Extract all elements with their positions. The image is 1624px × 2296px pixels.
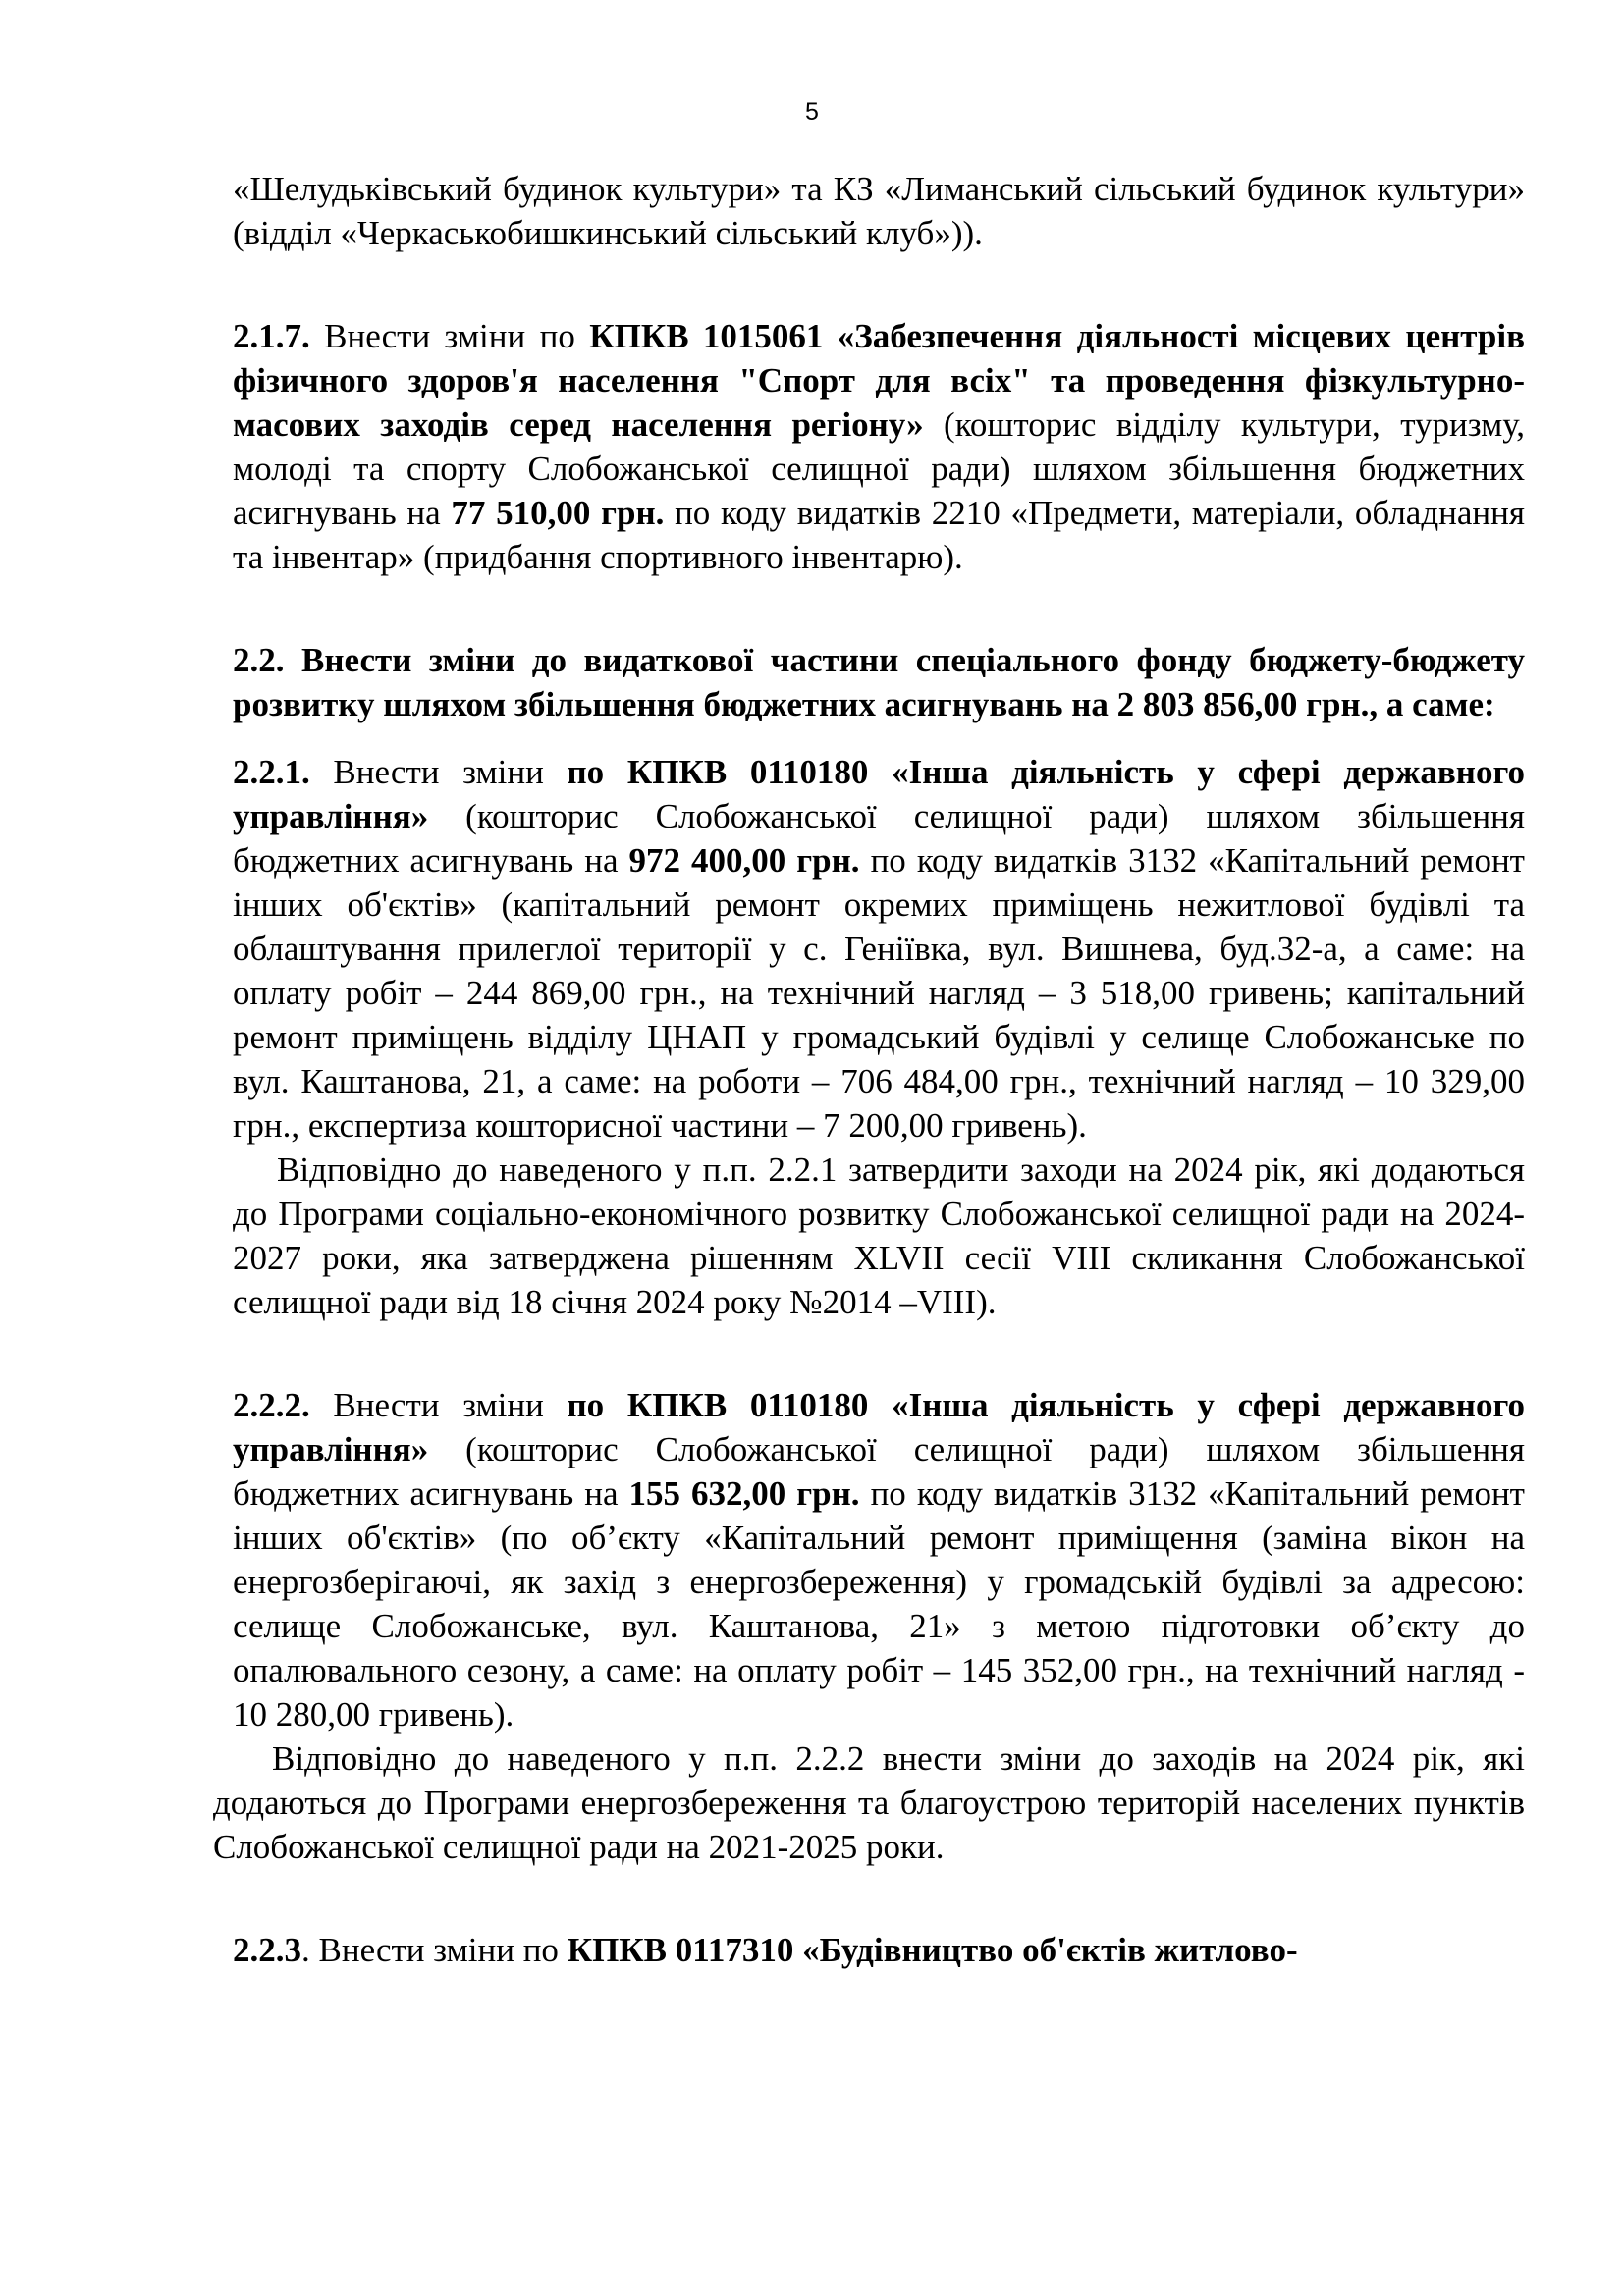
page-number: 5	[805, 98, 819, 126]
budget-code-title: по КПКВ 0110180 «Інша діяльність у сфері державного управління»	[233, 753, 1525, 835]
item-text: (кошторис Слобожанської селищної ради) шляхом збільшення бюджетних асигнувань на	[233, 1430, 1525, 1513]
item-2-1-7	[233, 314, 1525, 579]
amount: 972 400,00 грн.	[628, 841, 860, 880]
section-heading-text: 2.2. Внести зміни до видаткової частини спеціального фонду бюджету-бюджету розвитку шляхом збільшення бюджетних асигнувань на 2 803 856,00 грн., а саме:	[233, 641, 1525, 723]
item-text: Внести зміни по	[309, 317, 590, 355]
item-text: по коду видатків 3132 «Капітальний ремонт інших об'єктів» (по об’єкту «Капітальний ремонт приміщення (заміна вікон на енергозберігаючі, як захід з енергозбереження) у громадській будівлі за адресою: селище Слобожанське, вул. Каштанова, 21» з метою підготовки об’єкту до опалювального сезону, а саме: на оплату робіт – 145 352,00 грн., на технічний нагляд - 10 280,00 гривень).	[233, 1474, 1525, 1734]
item-text: (кошторис Слобожанської селищної ради) шляхом збільшення бюджетних асигнувань на	[233, 797, 1525, 880]
item-number: 2.2.3	[233, 1931, 301, 1969]
followup-text: Відповідно до наведеного у п.п. 2.2.1 затвердити заходи на 2024 рік, які додаються до Програми соціально-економічного розвитку Слобожанської селищної ради на 2024-2027 роки, яка затверджена рішенням XLVII сесії VIII скликання Слобожанської селищної ради від 18 січня 2024 року №2014 –VIII).	[233, 1150, 1525, 1321]
budget-code-title: по КПКВ 0110180 «Інша діяльність у сфері державного управління»	[233, 1386, 1525, 1468]
item-number: 2.2.2.	[233, 1386, 310, 1424]
intro-paragraph	[233, 167, 1525, 255]
item-2-2-2-followup	[213, 1736, 1525, 1869]
document-body	[213, 167, 1525, 1972]
amount: 155 632,00 грн.	[628, 1474, 860, 1513]
item-2-2-3	[233, 1928, 1525, 1972]
section-2-2-heading	[233, 638, 1525, 726]
item-text: Внести зміни	[309, 753, 568, 791]
item-text: Внести зміни	[309, 1386, 568, 1424]
item-number: 2.1.7.	[233, 317, 310, 355]
item-2-2-1-followup	[233, 1148, 1525, 1324]
item-text: . Внести зміни по	[301, 1931, 568, 1969]
item-number: 2.2.1.	[233, 753, 310, 791]
item-text: по коду видатків 2210 «Предмети, матеріали, обладнання та інвентар» (придбання спортивного інвентарю).	[233, 494, 1525, 576]
item-text: (кошторис відділу культури, туризму, молоді та спорту Слобожанської селищної ради) шляхом збільшення бюджетних асигнувань на	[233, 405, 1525, 532]
amount: 77 510,00 грн.	[451, 494, 665, 532]
item-2-2-1	[233, 750, 1525, 1148]
item-text: по коду видатків 3132 «Капітальний ремонт інших об'єктів» (капітальний ремонт окремих приміщень нежитлової будівлі та облаштування прилеглої території у с. Геніївка, вул. Вишнева, буд.32-а, а саме: на оплату робіт – 244 869,00 грн., на технічний нагляд – 3 518,00 гривень; капітальний ремонт приміщень відділу ЦНАП у громадський будівлі у селище Слобожанське по вул. Каштанова, 21, а саме: на роботи – 706 484,00 грн., технічний нагляд – 10 329,00 грн., експертиза кошторисної частини – 7 200,00 гривень).	[233, 841, 1525, 1145]
item-2-2-2	[233, 1383, 1525, 1736]
followup-text: Відповідно до наведеного у п.п. 2.2.2 внести зміни до заходів на 2024 рік, які додаються до Програми енергозбереження та благоустрою територій населених пунктів Слобожанської селищної ради на 2021-2025 роки.	[213, 1739, 1525, 1866]
budget-code-title: КПКВ 0117310 «Будівництво об'єктів житлово-	[567, 1931, 1298, 1969]
intro-text: «Шелудьківський будинок культури» та КЗ «Лиманський сільський будинок культури» (відділ «Черкаськобишкинський сільський клуб»)).	[233, 170, 1525, 252]
budget-code-title: КПКВ 1015061 «Забезпечення діяльності місцевих центрів фізичного здоров'я населення "Спорт для всіх" та проведення фізкультурно-масових заходів серед населення регіону»	[233, 317, 1525, 444]
